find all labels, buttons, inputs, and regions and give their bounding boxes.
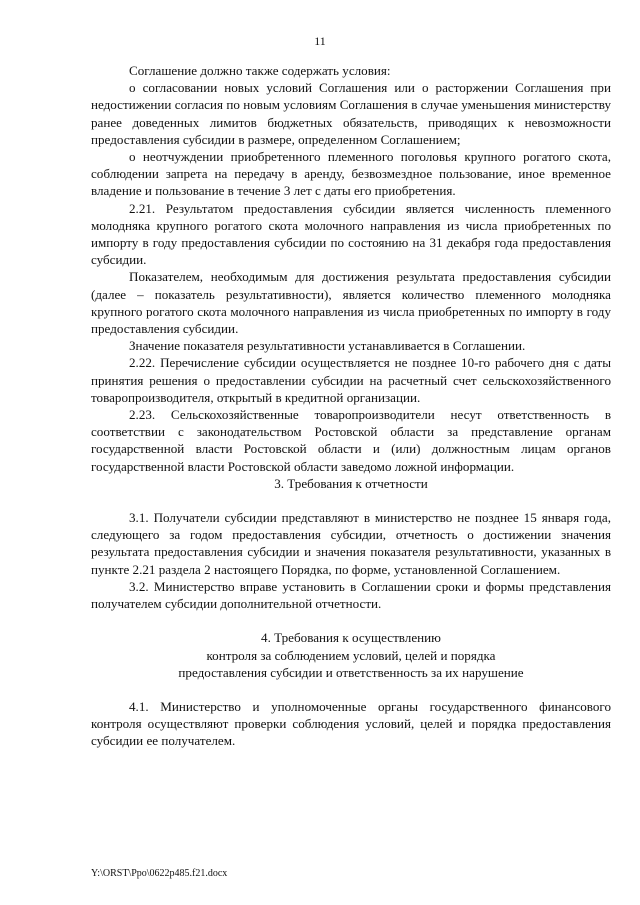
section-heading-line: предоставления субсидии и ответственность за их нарушение: [178, 664, 524, 680]
paragraph: 2.22. Перечисление субсидии осуществляется не позднее 10-го рабочего дня с даты принятия решения о предоставлении субсидии на расчетный счет сельскохозяйственного товаропроизводителя, открытый в кредитной организации.: [91, 355, 611, 405]
paragraph: 2.23. Сельскохозяйственные товаропроизводители несут ответственность в соответствии с законодательством Ростовской области за представление органам государственной власти Ростовской области и (или) должностным лицам органов государственной власти Ростовской области заведомо ложной информации.: [91, 407, 611, 474]
section-heading: 3. Требования к отчетности: [274, 475, 428, 491]
section-heading-line: контроля за соблюдением условий, целей и порядка: [206, 647, 496, 663]
paragraph: 2.21. Результатом предоставления субсидии является численность племенного молодняка крупного рогатого скота молочного направления из числа приобретенных по импорту в году предоставления субсидии по состоянию на 31 декабря года предоставления субсидии.: [91, 200, 611, 268]
section-heading-line: 4. Требования к осуществлению: [261, 630, 441, 646]
paragraph: Значение показателя результативности устанавливается в Соглашении.: [129, 338, 526, 354]
paragraph: 3.2. Министерство вправе установить в Соглашении сроки и формы представления получателем субсидии дополнительной отчетности.: [91, 578, 611, 612]
paragraph: Соглашение должно также содержать условия:: [129, 63, 391, 78]
paragraph: о согласовании новых условий Соглашения или о расторжении Соглашения при недостижении согласия по новым условиям Соглашения в случае уменьшения министерству ранее доведенных лимитов бюджетных обязательств, приводящих к невозможности предоставления субсидии в размере, определенном Соглашением;: [91, 80, 611, 147]
page-number: 11: [314, 34, 326, 48]
paragraph: Показателем, необходимым для достижения результата предоставления субсидии (далее – показатель результативности), является количество племенного молодняка крупного рогатого скота молочного направления из числа приобретенных по импорту в году предоставления субсидии.: [91, 269, 611, 337]
paragraph: 4.1. Министерство и уполномоченные органы государственного финансового контроля осуществляют проверки соблюдения условий, целей и порядка предоставления субсидии ее получателем.: [91, 698, 611, 749]
paragraph: 3.1. Получатели субсидии представляют в министерство не позднее 15 января года, следующего за годом предоставления субсидии, отчетность о достижении значения результата предоставления субсидии и значения показателя результативности, указанных в пункте 2.21 раздела 2 настоящего Порядка, по форме, установленной Соглашением.: [91, 510, 611, 577]
paragraph: о неотчуждении приобретенного племенного поголовья крупного рогатого скота, соблюдении запрета на передачу в аренду, безвозмездное пользование, иное временное владение и пользование в течение 3 лет с даты его приобретения.: [91, 149, 611, 199]
document-body: [91, 62, 611, 750]
file-path-footer: Y:\ORST\Ppo\0622p485.f21.docx: [91, 868, 228, 879]
